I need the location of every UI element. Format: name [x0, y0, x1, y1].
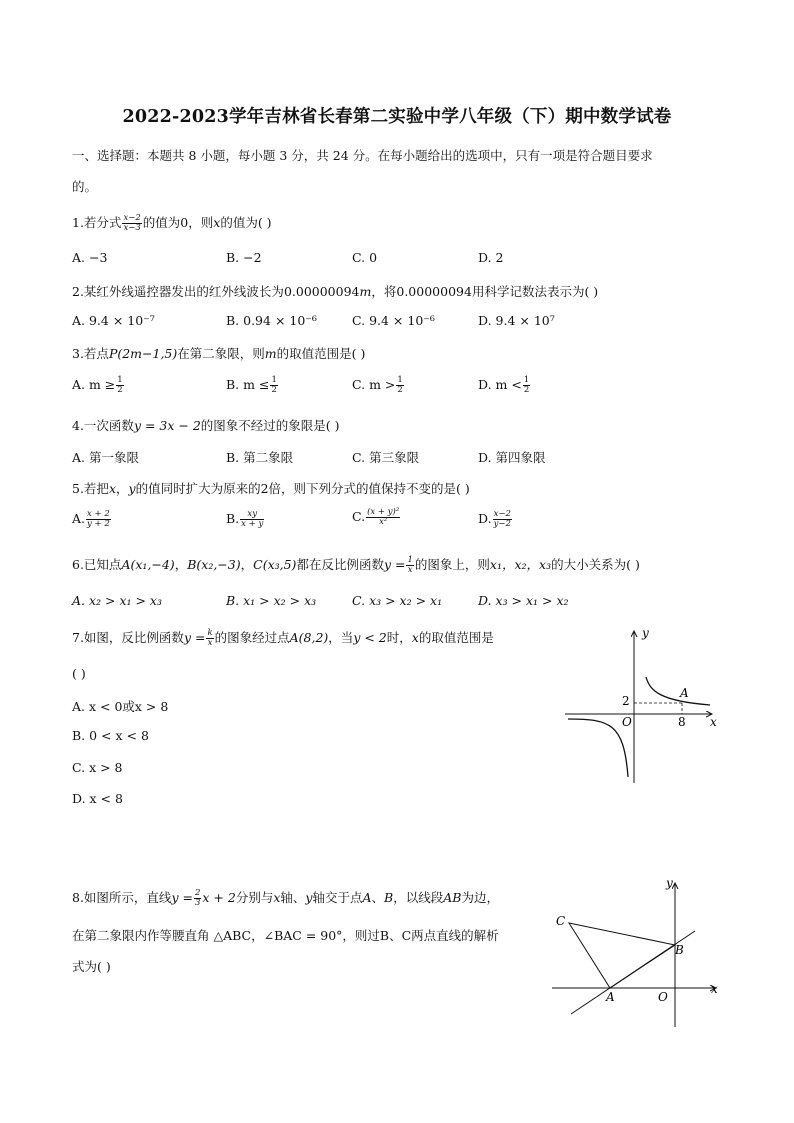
q5-option-a: A. $\frac{x + 2}{y + 2}$ — [72, 509, 110, 529]
q6-option-a: A. x₂ > x₁ > x₃ — [72, 593, 162, 608]
question-7: 7.如图，反比例函数y = $\frac{k}{x}$ 的图象经过点A(8,2)，当y < 2时，x的取值范围是 — [72, 628, 494, 648]
q2-option-c: C. 9.4 × 10⁻⁶ — [352, 313, 435, 328]
q1-option-a: A. −3 — [72, 250, 108, 265]
origin-label: O — [658, 990, 668, 1004]
q2-option-b: B. 0.94 × 10⁻⁶ — [226, 313, 317, 328]
point-a-label: A — [680, 686, 689, 700]
q2-option-a: A. 9.4 × 10⁻⁷ — [72, 313, 155, 328]
q4-option-d: D. 第四象限 — [478, 450, 546, 465]
point-a-label: A — [606, 990, 615, 1004]
q5-option-c: C. $\frac{\text{(x + y)²}}{\text{x²}}$ — [352, 507, 400, 527]
q4-option-c: C. 第三象限 — [352, 450, 420, 465]
q7-figure — [560, 625, 725, 787]
y-axis-label: y — [642, 626, 649, 640]
hyperbola-branch-1 — [646, 677, 710, 705]
fraction: $\frac{x-2}{x-3}$ — [123, 213, 141, 233]
q5-option-d: D. $\frac{x-2}{y-2}$ — [478, 509, 511, 529]
triangle-abc — [569, 923, 675, 988]
q6-option-c: C. x₃ > x₂ > x₁ — [352, 593, 443, 608]
q3-option-b: B. m ≤ $\frac{1}{2}$ — [226, 375, 277, 395]
question-7-blank: ( ) — [72, 666, 86, 681]
question-4: 4.一次函数y = 3x − 2的图象不经过的象限是( ) — [72, 418, 340, 433]
exam-title: 2022-2023学年吉林省长春第二实验中学八年级（下）期中数学试卷 — [122, 107, 672, 127]
point-b-label: B — [675, 943, 684, 957]
q3-option-d: D. m < $\frac{1}{2}$ — [478, 375, 530, 395]
question-8-line3: 式为( ) — [72, 959, 111, 974]
section-instructions-line1: 一、选择题：本题共 8 小题，每小题 3 分，共 24 分。在每小题给出的选项中，只有一项是符合题目要求 — [72, 148, 653, 163]
q7-option-c: C. x > 8 — [72, 760, 123, 775]
hyperbola-branch-2 — [568, 719, 628, 777]
q4-option-a: A. 第一象限 — [72, 450, 139, 465]
q4-option-b: B. 第二象限 — [226, 450, 294, 465]
question-1: 1.若分式 $\frac{x-2}{x-3}$ 的值为0，则x的值为( ) — [72, 213, 272, 233]
q1-option-b: B. −2 — [226, 250, 262, 265]
q3-option-a: A. m ≥ $\frac{1}{2}$ — [72, 375, 123, 395]
question-6: 6.已知点A(x₁,−4)，B(x₂,−3)，C(x₃,5)都在反比例函数y = $\frac{1}{x}$ 的图象上，则x₁，x₂，x₃的大小关系为( ) — [72, 555, 640, 575]
question-8: 8.如图所示，直线y = $\frac{2}{3}$ x + 2分别与x轴、y轴交于点A、B，以线段AB为边， — [72, 888, 499, 908]
tick-label-y: 2 — [622, 694, 630, 708]
point-c-label: C — [556, 914, 566, 928]
x-axis-label: x — [711, 982, 718, 996]
q6-option-b: B. x₁ > x₂ > x₃ — [226, 593, 317, 608]
y-axis-label: y — [666, 876, 673, 890]
question-2: 2.某红外线遥控器发出的红外线波长为0.00000094m，将0.00000094用科学记数法表示为( ) — [72, 284, 599, 299]
q7-option-a: A. x < 0或x > 8 — [72, 699, 169, 714]
question-8-line2: 在第二象限内作等腰直角 △ABC，∠BAC = 90°，则过B、C两点直线的解析 — [72, 928, 499, 943]
section-instructions-line2: 的。 — [72, 179, 98, 194]
q3-option-c: C. m > $\frac{1}{2}$ — [352, 375, 403, 395]
q6-option-d: D. x₃ > x₁ > x₂ — [478, 593, 569, 608]
tick-label-x: 8 — [678, 715, 686, 729]
q5-option-b: B. $\frac{xy}{x + y}$ — [226, 509, 264, 529]
origin-label: O — [622, 715, 632, 729]
q7-option-b: B. 0 < x < 8 — [72, 728, 149, 743]
question-5: 5.若把x，y的值同时扩大为原来的2倍，则下列分式的值保持不变的是( ) — [72, 481, 470, 496]
q1-option-c: C. 0 — [352, 250, 378, 265]
q2-option-d: D. 9.4 × 10⁷ — [478, 313, 555, 328]
question-3: 3.若点P(2m−1,5)在第二象限，则m的取值范围是( ) — [72, 346, 366, 361]
x-axis-label: x — [710, 715, 717, 729]
q8-figure — [548, 875, 728, 1033]
q7-option-d: D. x < 8 — [72, 791, 123, 806]
q1-option-d: D. 2 — [478, 250, 504, 265]
